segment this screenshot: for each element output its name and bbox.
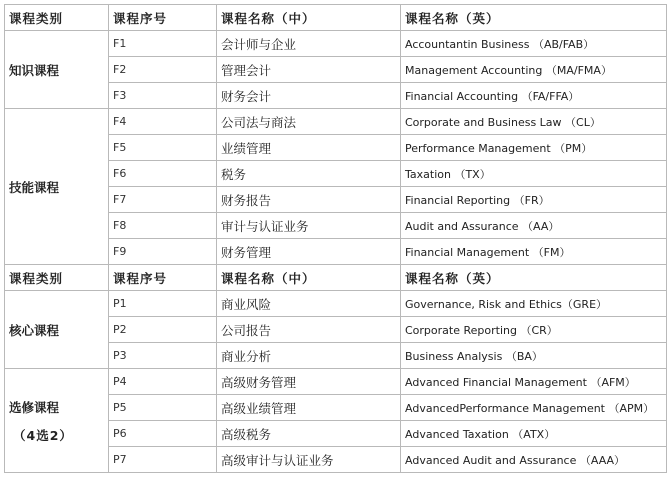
course-name-en: Management Accounting （MA/FMA） <box>401 57 667 83</box>
course-name-en: Business Analysis （BA） <box>401 343 667 369</box>
header-row <box>5 5 667 31</box>
course-code: F1 <box>109 31 217 57</box>
course-code: P2 <box>109 317 217 343</box>
course-code: F8 <box>109 213 217 239</box>
table-row <box>5 291 667 317</box>
header-category: 课程类别 <box>5 265 109 291</box>
category-label: 核心课程 <box>9 322 60 338</box>
course-name-en: Advanced Financial Management （AFM） <box>401 369 667 395</box>
header-name-en: 课程名称（英） <box>401 265 667 291</box>
category-note: （4选2） <box>13 427 73 443</box>
course-name-cn: 税务 <box>217 161 401 187</box>
course-name-cn: 商业风险 <box>217 291 401 317</box>
course-code: F5 <box>109 135 217 161</box>
course-name-cn: 会计师与企业 <box>217 31 401 57</box>
curriculum-table <box>4 4 667 473</box>
category-label: 选修课程 <box>9 399 60 415</box>
table-row <box>5 31 667 57</box>
course-name-en: Corporate Reporting （CR） <box>401 317 667 343</box>
course-name-en: Financial Accounting （FA/FFA） <box>401 83 667 109</box>
course-code: P4 <box>109 369 217 395</box>
header-code: 课程序号 <box>109 5 217 31</box>
course-name-cn: 高级税务 <box>217 421 401 447</box>
curriculum-table-body <box>5 5 667 473</box>
header-name-cn: 课程名称（中） <box>217 265 401 291</box>
category-label: 知识课程 <box>9 62 60 78</box>
header-code: 课程序号 <box>109 265 217 291</box>
course-name-en: AdvancedPerformance Management （APM） <box>401 395 667 421</box>
course-code: F2 <box>109 57 217 83</box>
course-code: F7 <box>109 187 217 213</box>
course-name-cn: 高级业绩管理 <box>217 395 401 421</box>
course-code: P3 <box>109 343 217 369</box>
course-name-en: Advanced Audit and Assurance （AAA） <box>401 447 667 473</box>
course-name-cn: 财务会计 <box>217 83 401 109</box>
course-code: P6 <box>109 421 217 447</box>
course-name-cn: 财务管理 <box>217 239 401 265</box>
course-name-en: Financial Reporting （FR） <box>401 187 667 213</box>
category-cell <box>5 109 109 265</box>
course-name-cn: 管理会计 <box>217 57 401 83</box>
course-code: F6 <box>109 161 217 187</box>
header-row <box>5 265 667 291</box>
course-name-cn: 公司报告 <box>217 317 401 343</box>
course-name-cn: 商业分析 <box>217 343 401 369</box>
course-code: P1 <box>109 291 217 317</box>
course-name-en: Financial Management （FM） <box>401 239 667 265</box>
course-name-cn: 公司法与商法 <box>217 109 401 135</box>
course-name-cn: 财务报告 <box>217 187 401 213</box>
header-category: 课程类别 <box>5 5 109 31</box>
course-name-en: Governance, Risk and Ethics（GRE） <box>401 291 667 317</box>
course-name-en: Performance Management （PM） <box>401 135 667 161</box>
course-name-cn: 审计与认证业务 <box>217 213 401 239</box>
course-name-cn: 高级审计与认证业务 <box>217 447 401 473</box>
course-name-cn: 高级财务管理 <box>217 369 401 395</box>
course-name-en: Taxation （TX） <box>401 161 667 187</box>
course-name-en: Accountantin Business （AB/FAB） <box>401 31 667 57</box>
course-name-en: Corporate and Business Law （CL） <box>401 109 667 135</box>
course-code: P5 <box>109 395 217 421</box>
category-label: 技能课程 <box>9 179 60 195</box>
course-name-en: Audit and Assurance （AA） <box>401 213 667 239</box>
header-name-cn: 课程名称（中） <box>217 5 401 31</box>
table-row <box>5 109 667 135</box>
table-row <box>5 369 667 395</box>
category-cell <box>5 31 109 109</box>
category-cell <box>5 291 109 369</box>
course-name-cn: 业绩管理 <box>217 135 401 161</box>
course-code: P7 <box>109 447 217 473</box>
course-code: F3 <box>109 83 217 109</box>
course-code: F9 <box>109 239 217 265</box>
header-name-en: 课程名称（英） <box>401 5 667 31</box>
course-name-en: Advanced Taxation （ATX） <box>401 421 667 447</box>
course-code: F4 <box>109 109 217 135</box>
category-cell <box>5 369 109 473</box>
